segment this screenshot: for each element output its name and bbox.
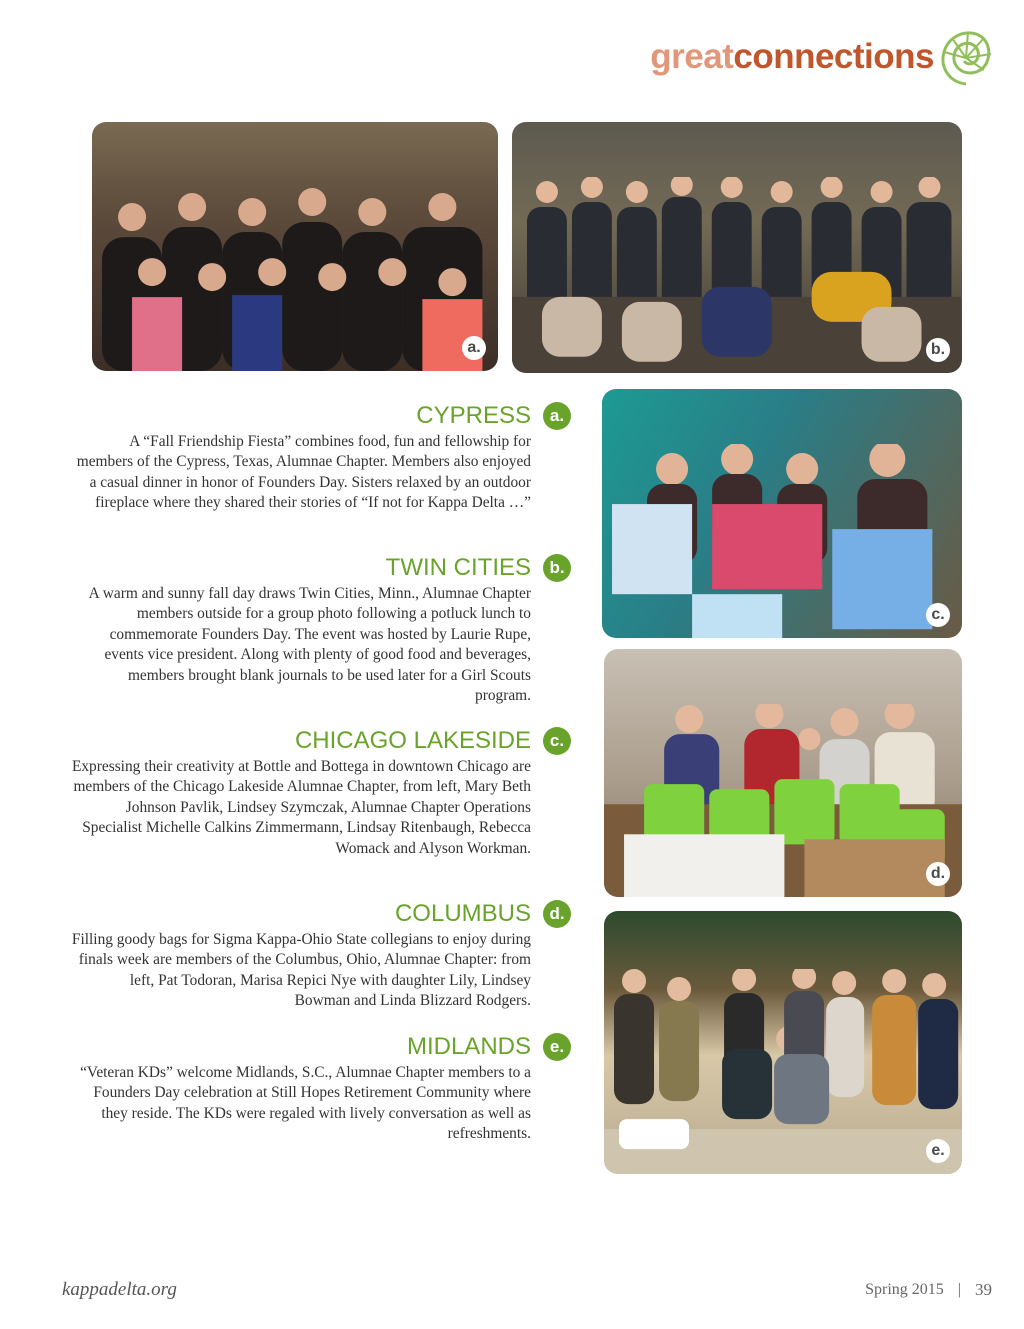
section-heading: CYPRESS [416, 402, 531, 429]
photo-columbus [604, 649, 962, 897]
section-body: A warm and sunny fall day draws Twin Cities, Minn., Alumnae Chapter members outside for a group photo following a potluck lunch to commemorate Founders Day. The event was hosted by Laurie Rupe, events vice president. Along with plenty of good food and beverages, members brought blank journals to be used later for a Girl Scouts program. [88, 585, 531, 705]
section-chicago-lakeside [71, 727, 565, 859]
group-silhouette [604, 969, 962, 1174]
section-letter-badge: d. [543, 900, 571, 928]
section-midlands [71, 1033, 565, 1145]
page-number: 39 [975, 1280, 992, 1299]
section-title [650, 37, 934, 77]
photo-badge: d. [926, 862, 950, 886]
title-connections: connections [733, 37, 934, 76]
footer-separator: | [957, 1281, 961, 1298]
group-silhouette [92, 177, 498, 371]
section-heading: MIDLANDS [406, 1033, 531, 1060]
photo-badge: a. [462, 336, 486, 360]
section-heading: TWIN CITIES [385, 554, 531, 581]
photo-cypress [92, 122, 498, 371]
photo-midlands [604, 911, 962, 1174]
section-heading: CHICAGO LAKESIDE [294, 727, 531, 754]
section-twin-cities [71, 554, 565, 706]
section-letter-badge: e. [543, 1033, 571, 1061]
section-columbus [71, 900, 565, 1012]
nautilus-shell-icon [938, 26, 994, 88]
section-head [71, 900, 565, 928]
group-silhouette [512, 177, 961, 373]
section-letter-badge: c. [543, 727, 571, 755]
photo-badge: c. [926, 603, 950, 627]
photo-chicago-lakeside [602, 389, 962, 638]
section-head [71, 402, 565, 430]
section-head [71, 727, 565, 755]
issue-label: Spring 2015 [865, 1281, 944, 1298]
photo-twin-cities [512, 122, 962, 373]
group-silhouette [602, 444, 962, 638]
section-body: Filling goody bags for Sigma Kappa-Ohio State collegians to enjoy during finals week are members of the Columbus, Ohio, Alumnae Chapter: from left, Pat Todoran, Marisa Repici Nye with daughter Lily, Lindsey Bowman and Linda Blizzard Rodgers. [71, 931, 531, 1010]
photo-badge: e. [926, 1139, 950, 1163]
section-body: “Veteran KDs” welcome Midlands, S.C., Alumnae Chapter members to a Founders Day celebration at Still Hopes Retirement Community where they reside. The KDs were regaled with lively conversation as well as refreshments. [80, 1064, 531, 1143]
section-letter-badge: a. [543, 402, 571, 430]
section-head [71, 1033, 565, 1061]
footer-website: kappadelta.org [62, 1279, 177, 1300]
section-body: Expressing their creativity at Bottle and Bottega in downtown Chicago are members of the Chicago Lakeside Alumnae Chapter, from left, Mary Beth Johnson Pavlik, Lindsey Szymczak, Alumnae Chapter Operations Specialist Michelle Calkins Zimmermann, Lindsay Ritenbaugh, Rebecca Womack and Alyson Workman. [71, 758, 531, 857]
page-header [650, 26, 994, 88]
section-heading: COLUMBUS [394, 900, 531, 927]
section-head [71, 554, 565, 582]
group-silhouette [604, 704, 962, 897]
section-letter-badge: b. [543, 554, 571, 582]
photo-badge: b. [926, 338, 950, 362]
footer-issue-info [865, 1280, 992, 1300]
title-great: great [650, 37, 734, 76]
section-body: A “Fall Friendship Fiesta” combines food, fun and fellowship for members of the Cypress, Texas, Alumnae Chapter. Members also enjoyed a casual dinner in honor of Founders Day. Sisters relaxed by an outdoor fireplace where they shared their stories of “If not for Kappa Delta …” [76, 433, 531, 512]
section-cypress [71, 402, 565, 514]
